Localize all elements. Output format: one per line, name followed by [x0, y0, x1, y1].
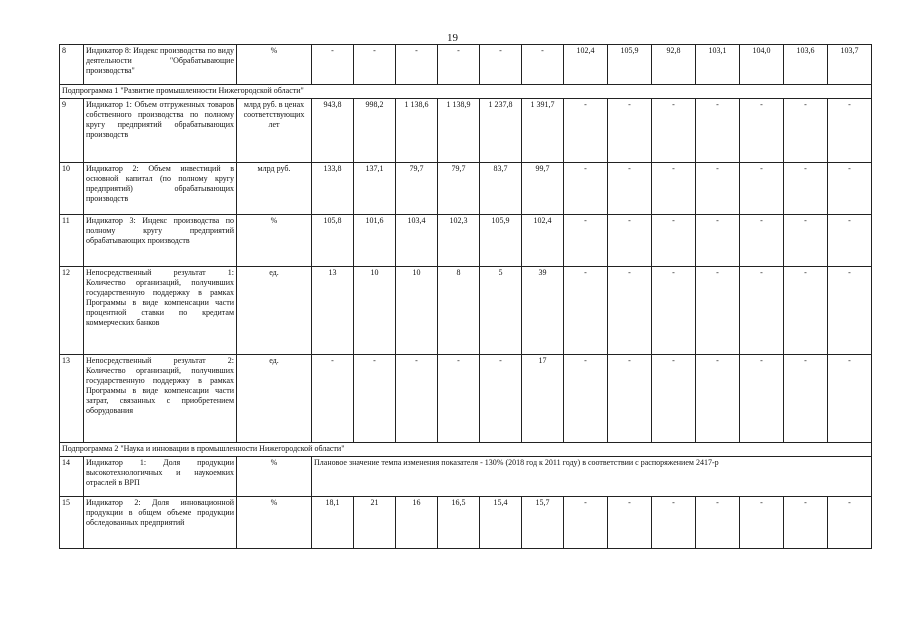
value-cell: 102,4 — [522, 215, 564, 267]
value-cell: 1 237,8 — [480, 99, 522, 163]
value-cell: - — [354, 45, 396, 85]
value-cell: - — [784, 215, 828, 267]
value-cell: - — [696, 99, 740, 163]
value-cell: - — [480, 45, 522, 85]
unit-cell: % — [237, 215, 312, 267]
value-cell: 21 — [354, 497, 396, 549]
value-cell: 105,9 — [608, 45, 652, 85]
value-cell: 15,4 — [480, 497, 522, 549]
value-cell: 1 138,9 — [438, 99, 480, 163]
table-row — [60, 215, 872, 267]
value-cell: 99,7 — [522, 163, 564, 215]
indicator-name: Индикатор 8: Индекс производства по виду деятельности "Обрабатывающие производства" — [84, 45, 237, 85]
row-number: 14 — [60, 457, 84, 497]
value-cell: 105,8 — [312, 215, 354, 267]
value-cell: - — [522, 45, 564, 85]
value-cell: - — [784, 163, 828, 215]
value-cell: - — [696, 215, 740, 267]
row-number: 15 — [60, 497, 84, 549]
value-cell: - — [784, 355, 828, 443]
page-number: 19 — [447, 32, 458, 44]
value-cell: - — [652, 99, 696, 163]
value-cell: - — [608, 267, 652, 355]
unit-cell: % — [237, 457, 312, 497]
value-cell: - — [740, 355, 784, 443]
value-cell: - — [828, 355, 872, 443]
value-cell: 5 — [480, 267, 522, 355]
value-cell: 13 — [312, 267, 354, 355]
value-cell: - — [740, 163, 784, 215]
value-cell: - — [784, 99, 828, 163]
table-row — [60, 267, 872, 355]
value-cell: - — [438, 355, 480, 443]
value-cell: 79,7 — [396, 163, 438, 215]
value-cell: 83,7 — [480, 163, 522, 215]
value-cell: 998,2 — [354, 99, 396, 163]
value-cell: - — [740, 99, 784, 163]
value-cell: - — [564, 215, 608, 267]
value-cell: 133,8 — [312, 163, 354, 215]
value-cell: - — [740, 215, 784, 267]
value-cell: 18,1 — [312, 497, 354, 549]
value-cell: 101,6 — [354, 215, 396, 267]
value-cell: 103,6 — [784, 45, 828, 85]
value-cell: - — [396, 45, 438, 85]
table-row — [60, 163, 872, 215]
value-cell: - — [564, 163, 608, 215]
note-cell: Плановое значение темпа изменения показателя - 130% (2018 год к 2011 году) в соответствии с распоряжением 2417-р — [312, 457, 872, 497]
value-cell: - — [608, 99, 652, 163]
table-row — [60, 497, 872, 549]
value-cell: - — [564, 355, 608, 443]
section-title: Подпрограмма 2 "Наука и инновации в промышленности Нижегородской области" — [60, 443, 872, 457]
row-number: 8 — [60, 45, 84, 85]
indicators-table — [59, 44, 872, 549]
table-row — [60, 457, 872, 497]
value-cell: - — [564, 497, 608, 549]
value-cell: - — [652, 215, 696, 267]
table-row — [60, 99, 872, 163]
value-cell: 17 — [522, 355, 564, 443]
indicator-name: Непосредственный результат 2: Количество организаций, получивших государственную поддержку в рамках Программы в виде компенсации части затрат, связанных с приобретением оборудования — [84, 355, 237, 443]
value-cell: 39 — [522, 267, 564, 355]
value-cell: 79,7 — [438, 163, 480, 215]
value-cell: - — [480, 355, 522, 443]
indicator-name: Индикатор 2: Доля инновационной продукции в общем объеме продукции обследованных предприятий — [84, 497, 237, 549]
value-cell: - — [608, 215, 652, 267]
value-cell: - — [828, 163, 872, 215]
value-cell: - — [784, 497, 828, 549]
unit-cell: % — [237, 497, 312, 549]
value-cell: 103,4 — [396, 215, 438, 267]
table-row — [60, 45, 872, 85]
value-cell: - — [608, 497, 652, 549]
row-number: 13 — [60, 355, 84, 443]
value-cell: - — [696, 497, 740, 549]
value-cell: - — [608, 163, 652, 215]
value-cell: 92,8 — [652, 45, 696, 85]
value-cell: 943,8 — [312, 99, 354, 163]
value-cell: 1 138,6 — [396, 99, 438, 163]
unit-cell: млрд руб. — [237, 163, 312, 215]
row-number: 11 — [60, 215, 84, 267]
row-number: 10 — [60, 163, 84, 215]
value-cell: - — [312, 355, 354, 443]
value-cell: - — [312, 45, 354, 85]
value-cell: - — [438, 45, 480, 85]
row-number: 9 — [60, 99, 84, 163]
unit-cell: % — [237, 45, 312, 85]
value-cell: - — [828, 267, 872, 355]
unit-cell: ед. — [237, 267, 312, 355]
value-cell: - — [652, 355, 696, 443]
value-cell: - — [828, 215, 872, 267]
value-cell: - — [828, 99, 872, 163]
value-cell: 103,1 — [696, 45, 740, 85]
row-number: 12 — [60, 267, 84, 355]
value-cell: - — [696, 355, 740, 443]
value-cell: 10 — [354, 267, 396, 355]
section-row — [60, 443, 872, 457]
indicator-name: Индикатор 2: Объем инвестиций в основной капитал (по полному кругу предприятий) обрабатывающих производств — [84, 163, 237, 215]
value-cell: 15,7 — [522, 497, 564, 549]
value-cell: 105,9 — [480, 215, 522, 267]
value-cell: 16 — [396, 497, 438, 549]
value-cell: 102,3 — [438, 215, 480, 267]
section-row — [60, 85, 872, 99]
indicator-name: Непосредственный результат 1: Количество организаций, получивших государственную поддержку в рамках Программы в виде компенсации части процентной ставки по кредитам коммерческих банков — [84, 267, 237, 355]
value-cell: 8 — [438, 267, 480, 355]
value-cell: 1 391,7 — [522, 99, 564, 163]
value-cell: - — [564, 267, 608, 355]
value-cell: 10 — [396, 267, 438, 355]
table-row — [60, 355, 872, 443]
value-cell: 16,5 — [438, 497, 480, 549]
value-cell: 102,4 — [564, 45, 608, 85]
value-cell: - — [652, 267, 696, 355]
value-cell: - — [564, 99, 608, 163]
value-cell: - — [740, 267, 784, 355]
value-cell: - — [608, 355, 652, 443]
value-cell: 103,7 — [828, 45, 872, 85]
value-cell: - — [740, 497, 784, 549]
value-cell: 104,0 — [740, 45, 784, 85]
value-cell: - — [696, 267, 740, 355]
unit-cell: млрд руб. в ценах соответствующих лет — [237, 99, 312, 163]
indicator-name: Индикатор 1: Доля продукции высокотехнологичных и наукоемких отраслей в ВРП — [84, 457, 237, 497]
value-cell: - — [354, 355, 396, 443]
section-title: Подпрограмма 1 "Развитие промышленности Нижегородской области" — [60, 85, 872, 99]
value-cell: - — [396, 355, 438, 443]
value-cell: - — [828, 497, 872, 549]
value-cell: - — [652, 497, 696, 549]
value-cell: - — [652, 163, 696, 215]
unit-cell: ед. — [237, 355, 312, 443]
value-cell: 137,1 — [354, 163, 396, 215]
indicator-name: Индикатор 1: Объем отгруженных товаров собственного производства по полному кругу предприятий обрабатывающих производств — [84, 99, 237, 163]
indicator-name: Индикатор 3: Индекс производства по полному кругу предприятий обрабатывающих производств — [84, 215, 237, 267]
value-cell: - — [784, 267, 828, 355]
value-cell: - — [696, 163, 740, 215]
